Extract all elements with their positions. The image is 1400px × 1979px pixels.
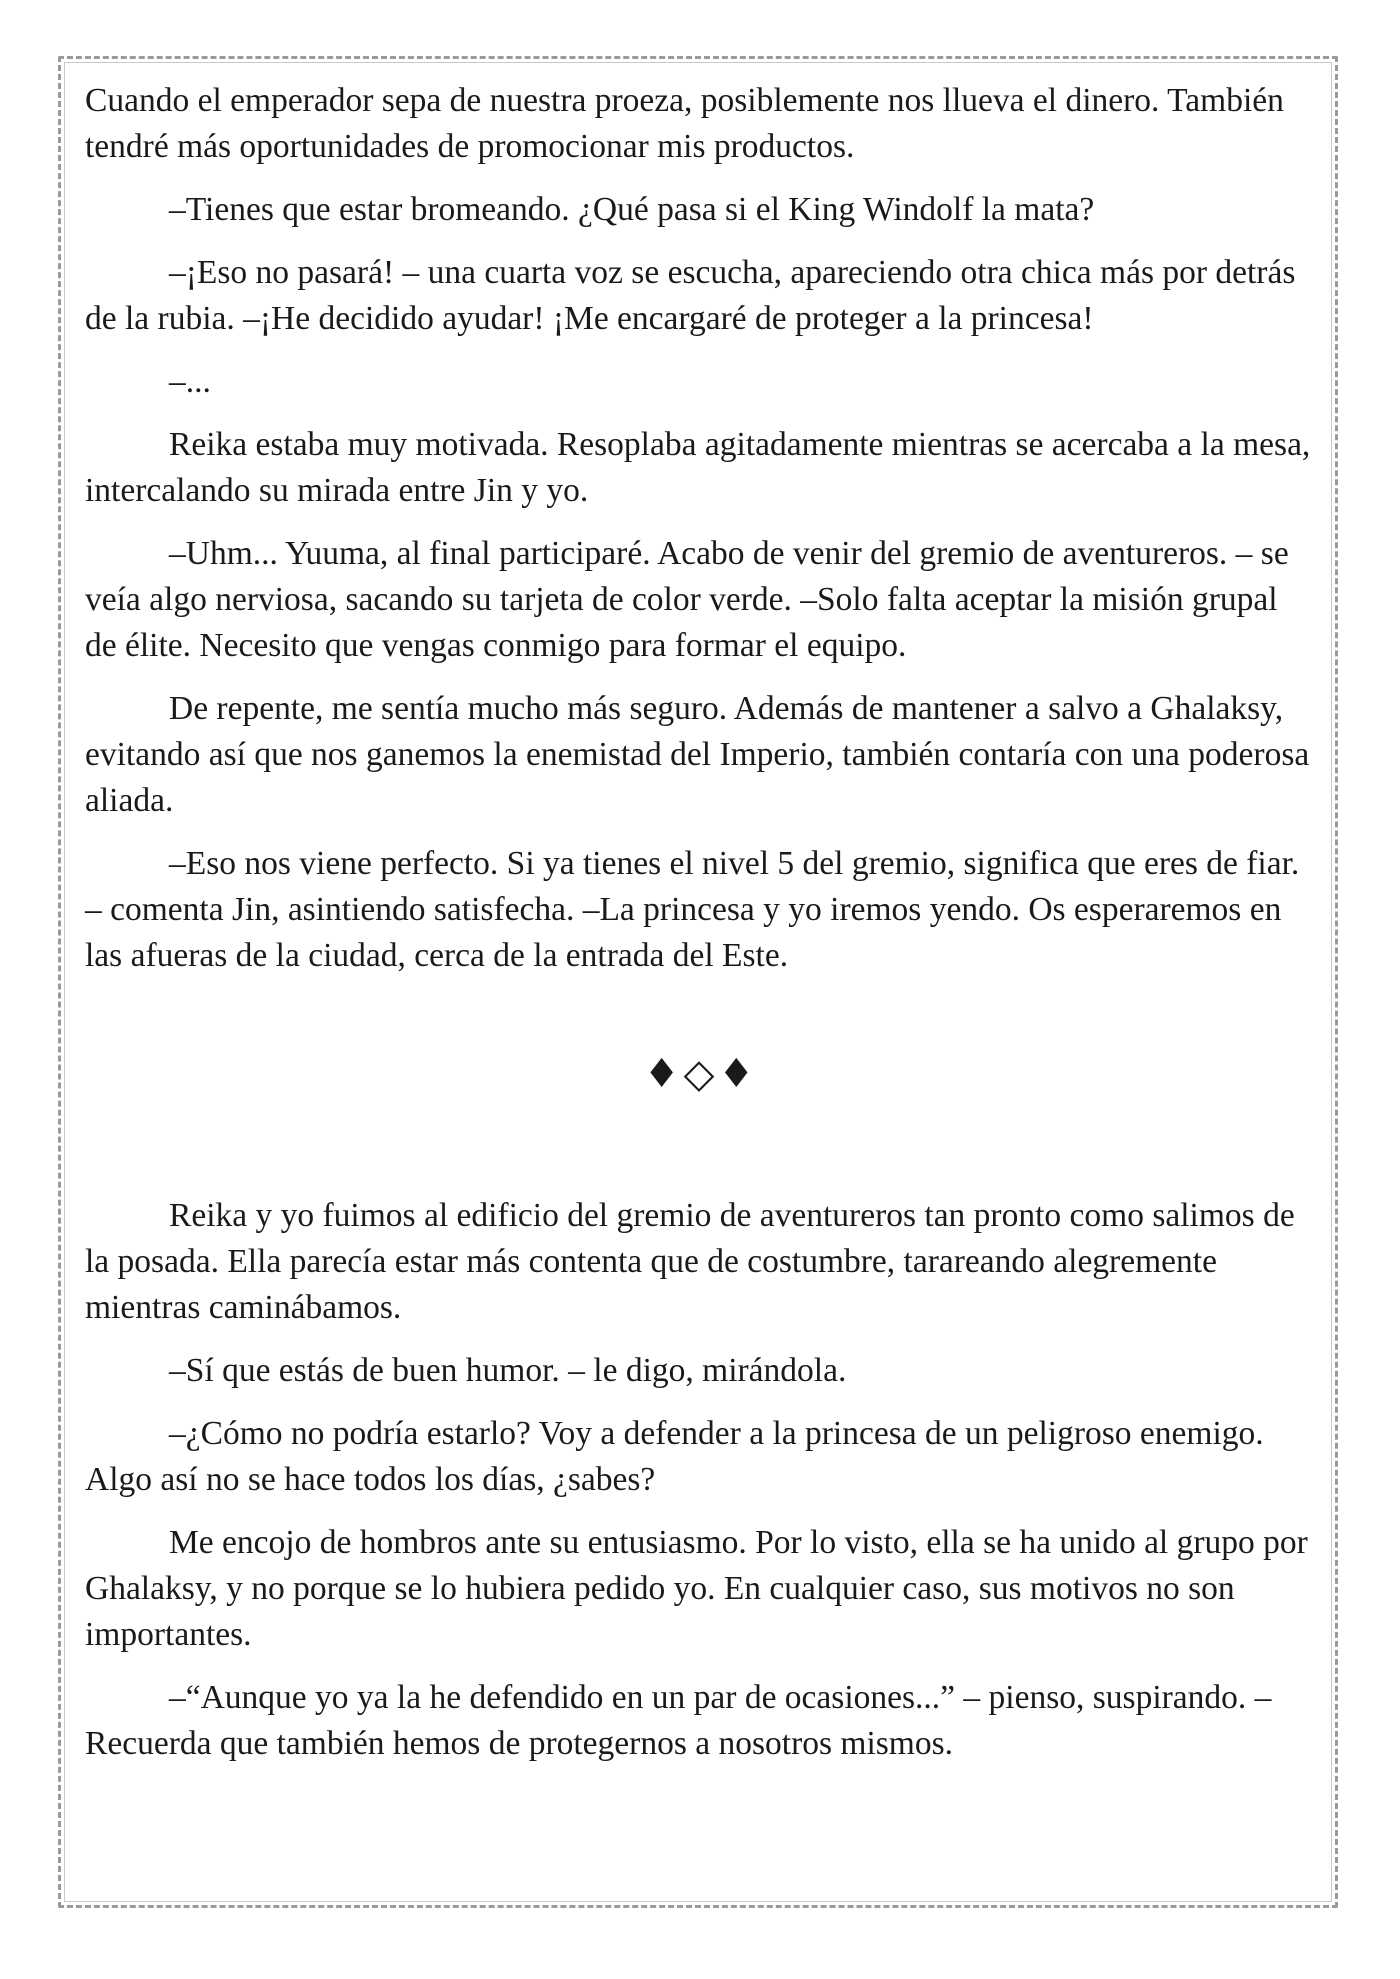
paragraph: –¡Eso no pasará! – una cuarta voz se escucha, apareciendo otra chica más por detrás de la rubia. –¡He decidido ayudar! ¡Me encargaré de proteger a la princesa! [85,254,1296,337]
paragraph: Reika y yo fuimos al edificio del gremio de aventureros tan pronto como salimos de la posada. Ella parecía estar más contenta que de costumbre, tarareando alegremente mientras caminábamos. [85,1197,1295,1326]
paragraph: Reika estaba muy motivada. Resoplaba agitadamente mientras se acercaba a la mesa, intercalando su mirada entre Jin y yo. [85,426,1311,509]
paragraph: –Sí que estás de buen humor. – le digo, mirándola. [169,1352,847,1389]
paragraph: –Eso nos viene perfecto. Si ya tienes el nivel 5 del gremio, significa que eres de fiar. – comenta Jin, asintiendo satisfecha. –La princesa y yo iremos yendo. Os esperaremos en las afueras de la ciudad, cerca de la entrada del Este. [85,845,1300,974]
paragraph: –... [169,363,211,400]
paragraph: –Uhm... Yuuma, al final participaré. Acabo de venir del gremio de aventureros. – se veía algo nerviosa, sacando su tarjeta de color verde. –Solo falta aceptar la misión grupal de élite. Necesito que vengas conmigo para formar el equipo. [85,535,1289,664]
paragraph: De repente, me sentía mucho más seguro. Además de mantener a salvo a Ghalaksy, evitando así que nos ganemos la enemistad del Imperio, también contaría con una poderosa aliada. [85,690,1310,819]
paragraph: –¿Cómo no podría estarlo? Voy a defender a la princesa de un peligroso enemigo. Algo así no se hace todos los días, ¿sabes? [85,1415,1264,1498]
scene-break-separator: ♦◇♦ [643,1051,759,1097]
document-body [85,78,1317,1784]
paragraph: Me encojo de hombros ante su entusiasmo. Por lo visto, ella se ha unido al grupo por Ghalaksy, y no porque se lo hubiera pedido yo. En cualquier caso, sus motivos no son importantes. [85,1524,1308,1653]
paragraph: –“Aunque yo ya la he defendido en un par de ocasiones...” – pienso, suspirando. –Recuerda que también hemos de protegernos a nosotros mismos. [85,1679,1272,1762]
paragraph: –Tienes que estar bromeando. ¿Qué pasa si el King Windolf la mata? [169,191,1095,228]
paragraph: Cuando el emperador sepa de nuestra proeza, posiblemente nos llueva el dinero. También tendré más oportunidades de promocionar mis productos. [85,82,1284,165]
